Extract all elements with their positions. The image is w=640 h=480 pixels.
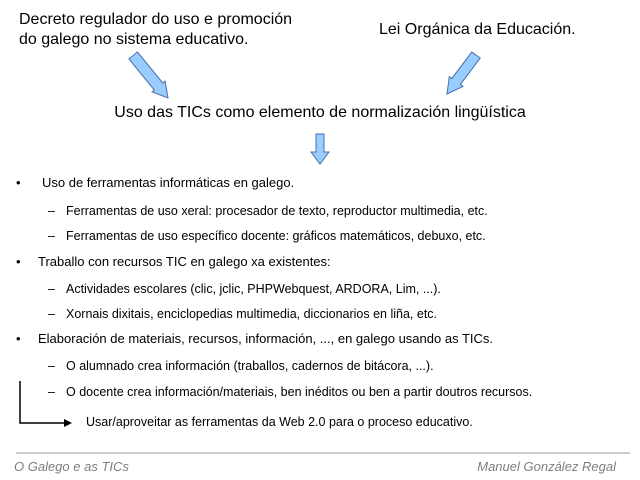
- dash-marker-2-2: –: [48, 307, 55, 321]
- sub-item-1-2: Ferramentas de uso específico docente: gráficos matemáticos, debuxo, etc.: [66, 229, 486, 243]
- arrow-elbow: [20, 381, 72, 427]
- footer-left: O Galego e as TICs: [14, 459, 129, 474]
- sub-item-3-1: O alumnado crea información (traballos, cadernos de bitácora, ...).: [66, 359, 434, 373]
- dash-marker-1-1: –: [48, 204, 55, 218]
- footer-right: Manuel González Regal: [477, 459, 616, 474]
- bullet-marker-2: •: [16, 254, 21, 269]
- sub-item-3-2: O docente crea información/materiais, ben inéditos ou ben a partir doutros recursos.: [66, 385, 533, 399]
- bullet-1-text: Uso de ferramentas informáticas en galego.: [42, 175, 295, 190]
- bullet-marker-3: •: [16, 331, 21, 346]
- dash-marker-2-1: –: [48, 282, 55, 296]
- center-heading: Uso das TICs como elemento de normalización lingüística: [114, 104, 526, 121]
- sub-item-2-2: Xornais dixitais, enciclopedias multimedia, diccionarios en liña, etc.: [66, 307, 438, 321]
- dash-marker-3-1: –: [48, 359, 55, 373]
- sub-item-1-1: Ferramentas de uso xeral: procesador de texto, reproductor multimedia, etc.: [66, 204, 488, 218]
- arrow-left-diagonal: [129, 52, 168, 98]
- top-left-title-line-1: Decreto regulador do uso e promoción: [19, 11, 293, 28]
- arrow-down: [311, 134, 329, 164]
- dash-marker-1-2: –: [48, 229, 55, 243]
- conclusion-text: Usar/aproveitar as ferramentas da Web 2.0 para o proceso educativo.: [86, 415, 473, 429]
- bullet-marker-1: •: [16, 175, 21, 190]
- bullet-3-text: Elaboración de materiais, recursos, información, ..., en galego usando as TICs.: [38, 331, 493, 346]
- dash-marker-3-2: –: [48, 385, 55, 399]
- top-right-title: Lei Orgánica da Educación.: [379, 21, 576, 38]
- top-left-title-line-2: do galego no sistema educativo.: [19, 31, 249, 48]
- sub-item-2-1: Actividades escolares (clic, jclic, PHPWebquest, ARDORA, Lim, ...).: [66, 282, 441, 296]
- arrow-right-diagonal: [447, 52, 480, 94]
- bullet-2-text: Traballo con recursos TIC en galego xa existentes:: [38, 254, 331, 269]
